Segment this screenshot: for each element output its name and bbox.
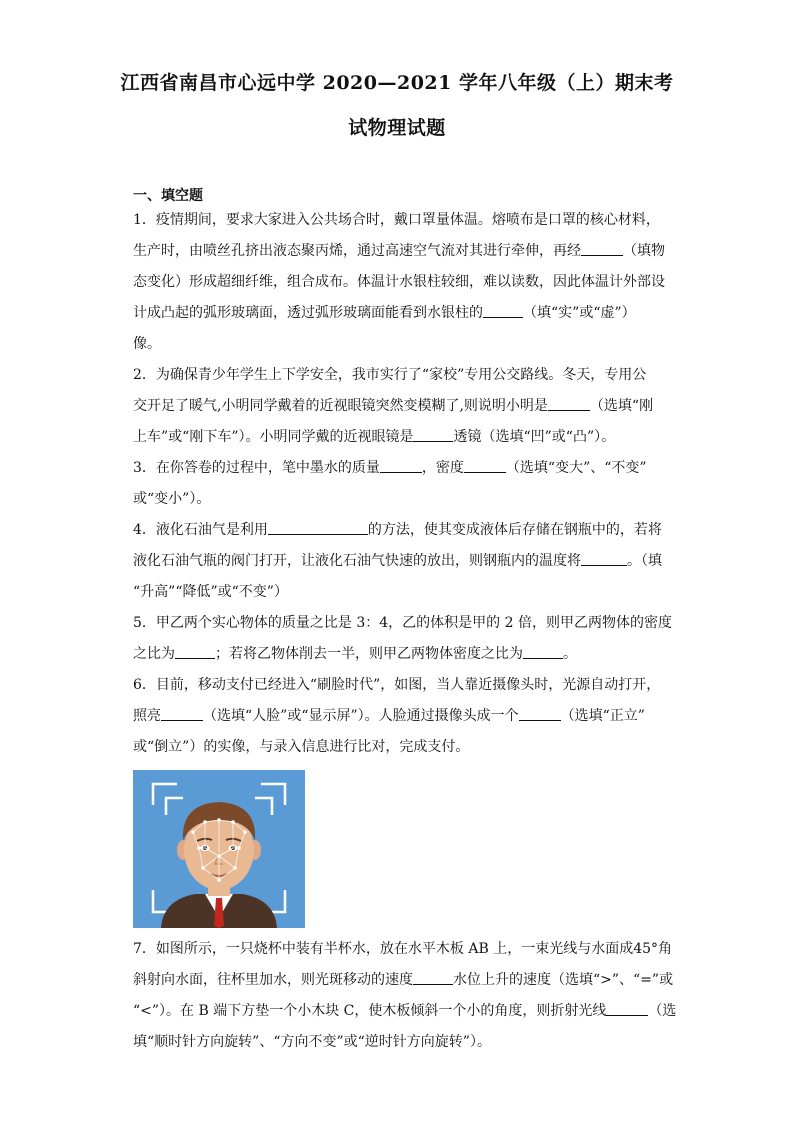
q6-line-3: 或“倒立”）的实像，与录入信息进行比对，完成支付。 bbox=[133, 739, 470, 755]
section-heading: 一、填空题 bbox=[133, 188, 203, 204]
q1-line-5: 像。 bbox=[133, 336, 161, 352]
q6-line-1: 6．目前，移动支付已经进入“刷脸时代”，如图，当人靠近摄像头时，光源自动打开， bbox=[133, 677, 661, 693]
question-block-1-6 bbox=[133, 205, 672, 763]
answer-blank[interactable] bbox=[581, 551, 627, 566]
answer-blank[interactable] bbox=[519, 706, 561, 721]
q2-line-1: 2．为确保青少年学生上下学安全，我市实行了“家校”专用公交路线。冬天，专用公 bbox=[133, 367, 647, 383]
answer-blank[interactable] bbox=[161, 706, 203, 721]
answer-blank[interactable] bbox=[413, 970, 453, 985]
face-recognition-figure bbox=[133, 770, 305, 928]
q4-line-3: “升高”“降低”或“不变”） bbox=[133, 584, 288, 600]
q7-line-4: 填“顺时针方向旋转”、“方向不变”或“逆时针方向旋转”）。 bbox=[133, 1034, 491, 1050]
q3-line-2: 或“变小”）。 bbox=[133, 491, 211, 507]
q4-line-2: 液化石油气瓶的阀门打开，让液化石油气快速的放出，则钢瓶内的温度将 。（填 bbox=[133, 553, 662, 569]
answer-blank[interactable] bbox=[606, 1001, 648, 1016]
q1-line-2: 生产时，由喷丝孔挤出液态聚丙烯，通过高速空气流对其进行牵伸，再经 （填物 bbox=[133, 243, 665, 259]
answer-blank[interactable] bbox=[548, 396, 590, 411]
answer-blank[interactable] bbox=[175, 644, 215, 659]
q4-line-1: 4．液化石油气是利用 的方法，使其变成液体后存储在钢瓶中的，若将 bbox=[133, 522, 662, 538]
q1-line-3: 态变化）形成超细纤维，组合成布。体温计水银柱较细，难以读数，因此体温计外部设 bbox=[133, 274, 665, 290]
answer-blank[interactable] bbox=[483, 303, 523, 318]
answer-blank[interactable] bbox=[464, 458, 506, 473]
answer-blank[interactable] bbox=[581, 241, 623, 256]
q1-line-4: 计成凸起的弧形玻璃面，透过弧形玻璃面能看到水银柱的 （填“实”或“虚”） bbox=[133, 305, 636, 321]
q7-line-3: “<”）。在 B 端下方垫一个小木块 C，使木板倾斜一个小的角度，则折射光线 （选 bbox=[133, 1003, 677, 1019]
q1-line-1: 1．疫情期间，要求大家进入公共场合时，戴口罩量体温。熔喷布是口罩的核心材料， bbox=[133, 212, 660, 228]
q7-line-1: 7．如图所示，一只烧杯中装有半杯水，放在水平木板 AB 上，一束光线与水面成45°角 bbox=[133, 941, 673, 957]
q5-line-2: 之比为 ；若将乙物体削去一半，则甲乙两物体密度之比为 。 bbox=[133, 646, 577, 662]
q2-line-3: 上车”或“刚下车”）。小明同学戴的近视眼镜是 透镜（选填“凹”或“凸”）。 bbox=[133, 429, 616, 445]
answer-blank[interactable] bbox=[413, 427, 453, 442]
q7-line-2: 斜射向水面，往杯里加水，则光斑移动的速度 水位上升的速度（选填“>”、“=”或 bbox=[133, 972, 674, 988]
q5-line-1: 5．甲乙两个实心物体的质量之比是 3：4，乙的体积是甲的 2 倍，则甲乙两物体的密度 bbox=[133, 615, 672, 631]
q6-line-2: 照亮 （选填“人脸”或“显示屏”）。人脸通过摄像头成一个 （选填“正立” bbox=[133, 708, 645, 724]
face-scan-illustration bbox=[133, 770, 305, 928]
q3-line-1: 3．在你答卷的过程中，笔中墨水的质量 ，密度 （选填“变大”、“不变” bbox=[133, 460, 647, 476]
document-title-line-2: 试物理试题 bbox=[348, 117, 446, 139]
answer-blank[interactable] bbox=[380, 458, 422, 473]
document-title-line-1: 江西省南昌市心远中学 2020—2021 学年八年级（上）期末考 bbox=[120, 72, 674, 94]
answer-blank[interactable] bbox=[268, 520, 368, 535]
q2-line-2: 交开足了暖气,小明同学戴着的近视眼镜突然变模糊了,则说明小明是 （选填“刚 bbox=[133, 398, 654, 414]
answer-blank[interactable] bbox=[523, 644, 563, 659]
question-block-7 bbox=[133, 934, 677, 1058]
